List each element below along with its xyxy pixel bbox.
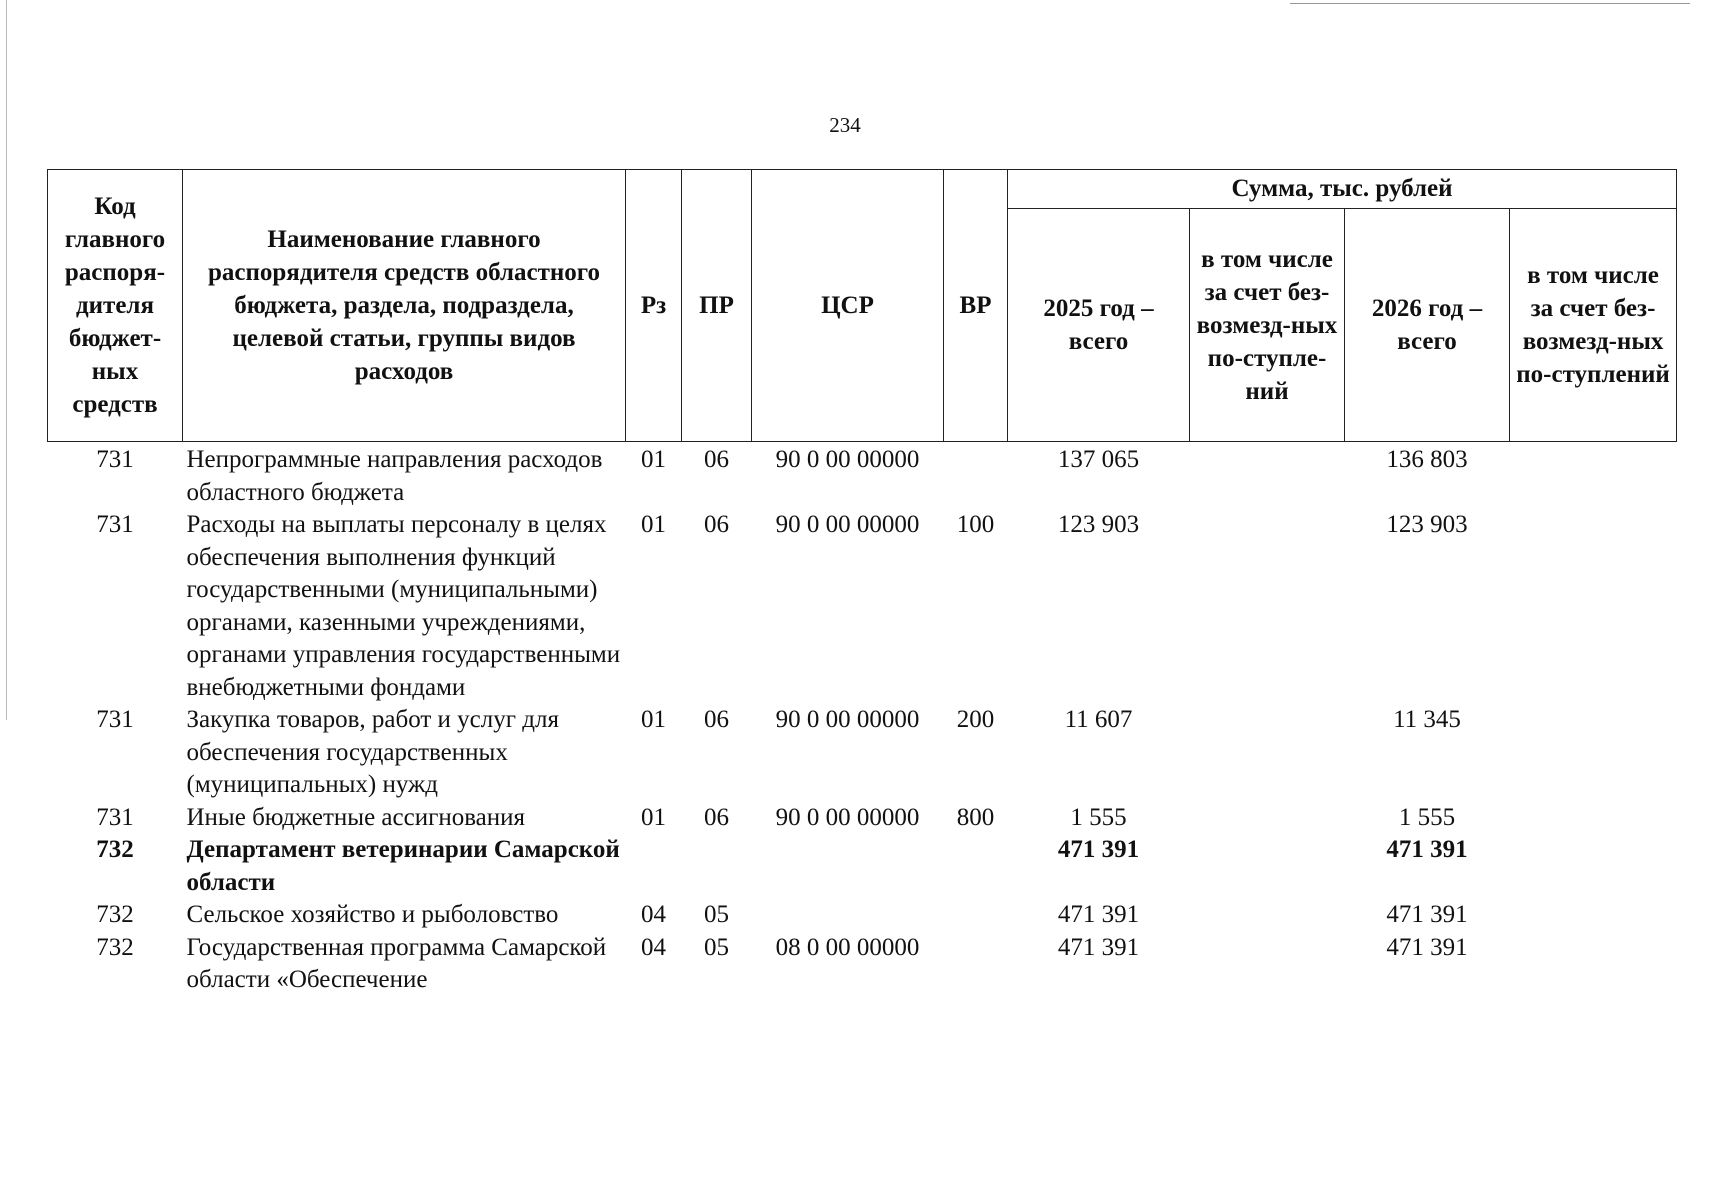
table-row: [48, 932, 1677, 997]
cell-vr: 100: [956, 511, 995, 538]
cell-name: Закупка товаров, работ и услуг для обеспечения государственных (муниципальных) нужд: [186, 706, 559, 798]
cell-vr: [944, 442, 1008, 510]
cell-name: Иные бюджетные ассигнования: [186, 803, 526, 831]
cell-csr: 08 0 00 00000: [775, 933, 920, 961]
cell-code: 732: [96, 933, 134, 961]
table-row: [48, 704, 1677, 802]
header-pr: ПР: [682, 170, 752, 442]
header-rz: Рз: [626, 170, 682, 442]
cell-2025-free: [1190, 704, 1345, 802]
cell-name: Государственная программа Самарской области «Обеспечение: [186, 933, 607, 993]
cell-pr: 06: [704, 706, 729, 733]
cell-2026-free: [1510, 704, 1677, 802]
cell-csr: 90 0 00 00000: [775, 803, 920, 831]
cell-csr: 90 0 00 00000: [775, 446, 920, 473]
cell-name: Сельское хозяйство и рыболовство: [186, 901, 559, 928]
scan-edge-left: [6, 0, 7, 720]
cell-2025-total: 1 555: [1070, 803, 1127, 831]
cell-vr: 800: [956, 803, 995, 831]
cell-pr: 06: [704, 803, 729, 831]
cell-2025-free: [1190, 899, 1345, 932]
cell-name: Департамент ветеринарии Самарской области: [186, 836, 620, 896]
table-row: [48, 899, 1677, 932]
cell-2025-total: 471 391: [1057, 836, 1140, 863]
header-csr: ЦСР: [752, 170, 944, 442]
header-sum-group: Сумма, тыс. рублей: [1008, 170, 1677, 209]
cell-2025-free: [1190, 834, 1345, 899]
cell-vr: 200: [956, 706, 995, 733]
cell-2025-free: [1190, 442, 1345, 510]
cell-rz: [626, 834, 682, 899]
scan-edge-top: [1290, 3, 1690, 4]
cell-2026-total: 471 391: [1386, 836, 1468, 863]
header-name: Наименование главного распорядителя средств областного бюджета, раздела, подраздела, целевой статьи, группы видов расходов: [183, 170, 626, 442]
cell-code: 731: [96, 706, 134, 733]
cell-2025-total: 137 065: [1057, 446, 1140, 473]
header-vr: ВР: [944, 170, 1008, 442]
cell-2025-total: 123 903: [1057, 511, 1140, 538]
cell-vr: [944, 899, 1008, 932]
cell-name: Непрограммные направления расходов областного бюджета: [186, 446, 603, 506]
cell-2026-total: 11 345: [1393, 706, 1461, 733]
cell-rz: 01: [641, 511, 666, 538]
cell-vr: [944, 932, 1008, 997]
cell-code: 732: [96, 836, 134, 863]
page-number: 234: [829, 113, 861, 137]
cell-2026-free: [1510, 932, 1677, 997]
cell-rz: 04: [641, 933, 666, 961]
cell-2025-free: [1190, 509, 1345, 704]
cell-code: 731: [96, 803, 134, 831]
cell-csr: [752, 899, 944, 932]
header-2026-total: 2026 год – всего: [1345, 209, 1510, 442]
cell-rz: 01: [641, 803, 666, 831]
table-header-row: [48, 170, 1677, 209]
cell-2026-free: [1510, 442, 1677, 510]
cell-csr: [752, 834, 944, 899]
cell-pr: 06: [704, 446, 729, 473]
cell-2025-free: [1190, 802, 1345, 835]
table-row: [48, 442, 1677, 510]
header-2026-free: в том числе за счет без-возмезд-ных по-ступлений: [1510, 209, 1677, 442]
cell-2026-total: 471 391: [1386, 933, 1468, 961]
table-row-department: [48, 834, 1677, 899]
cell-code: 731: [96, 511, 134, 538]
cell-name: Расходы на выплаты персоналу в целях обеспечения выполнения функций государственными (муниципальными) органами, казенными учреждениями, органами управления государственными внебюджетными фондами: [186, 511, 621, 701]
table-row: [48, 509, 1677, 704]
cell-csr: 90 0 00 00000: [775, 511, 920, 538]
cell-2025-total: 11 607: [1064, 706, 1133, 733]
cell-2026-free: [1510, 509, 1677, 704]
cell-csr: 90 0 00 00000: [775, 706, 920, 733]
budget-table: [47, 169, 1677, 997]
cell-pr: 05: [704, 901, 729, 928]
cell-pr: 05: [704, 933, 729, 961]
cell-pr: 06: [704, 511, 729, 538]
header-2025-total: 2025 год – всего: [1008, 209, 1190, 442]
cell-2026-total: 123 903: [1386, 511, 1468, 538]
cell-vr: [944, 834, 1008, 899]
cell-rz: 01: [641, 706, 666, 733]
cell-code: 731: [96, 446, 134, 473]
cell-2026-total: 471 391: [1386, 901, 1468, 928]
table-row: [48, 802, 1677, 835]
cell-2025-free: [1190, 932, 1345, 997]
header-code: Код главного распоря-дителя бюджет-ных средств: [48, 170, 183, 442]
cell-rz: 04: [641, 901, 666, 928]
cell-rz: 01: [641, 446, 666, 473]
cell-2026-free: [1510, 802, 1677, 835]
cell-2025-total: 471 391: [1057, 933, 1140, 961]
cell-2026-free: [1510, 834, 1677, 899]
header-2025-free: в том числе за счет без-возмезд-ных по-ступле-ний: [1190, 209, 1345, 442]
cell-2025-total: 471 391: [1057, 901, 1140, 928]
cell-2026-total: 136 803: [1386, 446, 1468, 473]
cell-2026-free: [1510, 899, 1677, 932]
cell-code: 732: [96, 901, 134, 928]
cell-pr: [682, 834, 752, 899]
cell-2026-total: 1 555: [1398, 803, 1456, 831]
